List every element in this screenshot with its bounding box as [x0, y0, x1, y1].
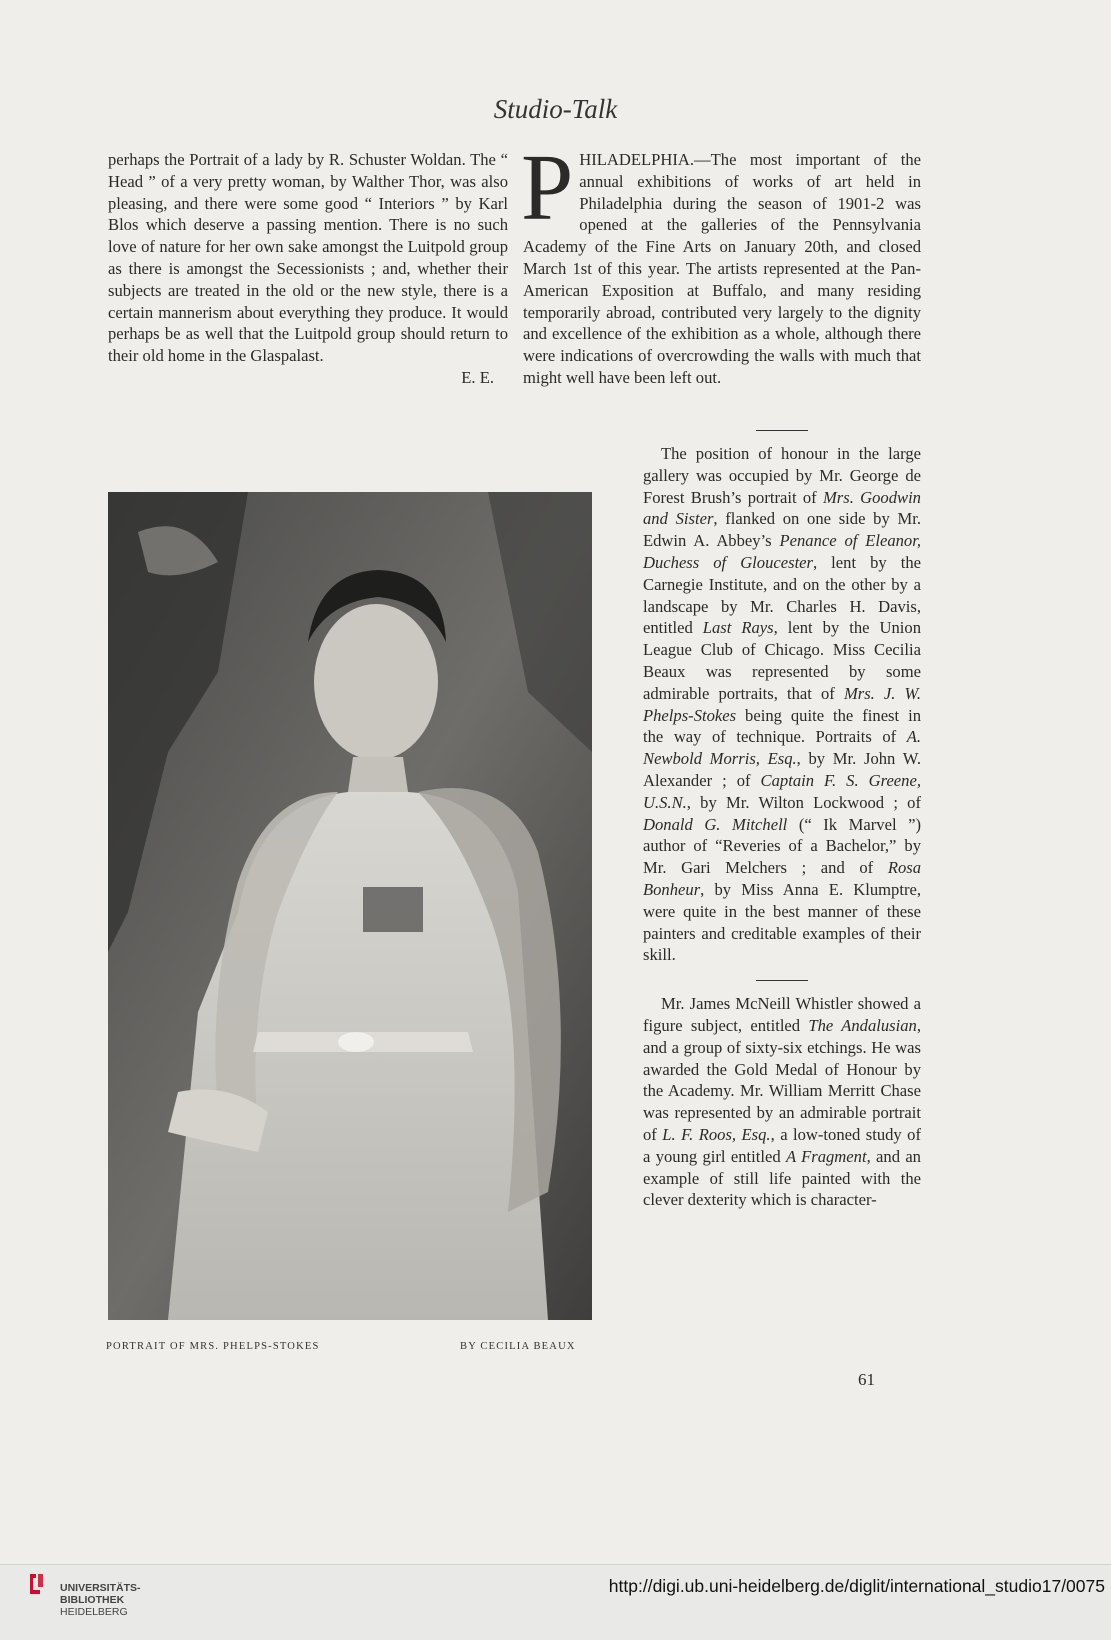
position-of-honour-paragraph: The position of honour in the large gallery was occupied by Mr. George de Forest Brush’s portrait of Mrs. Goodwin and Sister, flanked on one side by Mr. Edwin A. Abbey’s Penance of Eleanor, Duchess of Gloucester, lent by the Carnegie Institute, and on the other by a landscape by Mr. Charles H. Davis, entitled Last Rays, lent by the Union League Club of Chicago. Miss Cecilia Beaux was represented by some admirable portraits, that of Mrs. J. W. Phelps-Stokes being quite the finest in the way of technique. Portraits of A. Newbold Morris, Esq., by Mr. John W. Alexander ; of Captain F. S. Greene, U.S.N., by Mr. Wilton Lockwood ; of Donald G. Mitchell (“ Ik Marvel ”) author of “Reveries of a Bachelor,” by Mr. Gari Melchers ; and of Rosa Bonheur, by Miss Anna E. Klumptre, were quite in the best manner of these painters and creditable examples of their skill.	[643, 444, 922, 965]
running-header: Studio-Talk	[493, 94, 618, 124]
figure-caption-title: PORTRAIT OF MRS. PHELPS-STOKES	[106, 1341, 320, 1352]
figure-caption-artist: BY CECILIA BEAUX	[460, 1341, 576, 1352]
library-name: UNIVERSITÄTS- BIBLIOTHEK HEIDELBERG	[60, 1582, 141, 1618]
library-logo-icon	[27, 1572, 45, 1596]
left-column-text	[108, 149, 508, 389]
philadelphia-paragraph: HILADELPHIA.—The most important of the annual exhibitions of works of art held in Philadelphia during the season of 1901-2 was opened at the galleries of the Pennsylvania Academy of the Fine Arts on January 20th, and closed March 1st of this year. The artists represented at the Pan-American Exposition at Buffalo, and many residing temporarily abroad, contributed very largely to the dignity and excellence of the exhibition as a whole, although there were indications of overcrowding the walls with much that might well have been left out.	[523, 150, 921, 387]
right-column-narrow	[643, 436, 921, 1211]
left-paragraph: perhaps the Portrait of a lady by R. Schuster Woldan. The “ Head ” of a very pretty woman, by Walther Thor, was also pleasing, and there were some good “ Interiors ” by Karl Blos which deserve a passing mention. There is no such love of nature for her own sake amongst the Luitpold group as there is amongst the Secessionists ; and, whether their subjects are treated in the old or the new style, there is a certain mannerism about everything they produce. It would perhaps be as well that the Luitpold group should return to their old home in the Glaspalast.	[108, 150, 508, 366]
section-divider	[756, 430, 808, 431]
page-number: 61	[858, 1370, 875, 1389]
source-url-link[interactable]: http://digi.ub.uni-heidelberg.de/diglit/international_studio17/0075	[608, 1576, 1105, 1596]
portrait-illustration	[108, 492, 592, 1320]
right-column-top	[521, 136, 921, 389]
author-signature: E. E.	[461, 367, 494, 387]
drop-cap: P	[521, 136, 574, 240]
whistler-paragraph: Mr. James McNeill Whistler showed a figure subject, entitled The Andalusian, and a group of sixty-six etchings. He was awarded the Gold Medal of Honour by the Academy. Mr. William Merritt Chase was represented by an admirable portrait of L. F. Roos, Esq., a low-toned study of a young girl entitled A Fragment, and an example of still life painted with the clever dexterity which is character-	[643, 994, 921, 1210]
portrait-painting	[108, 492, 592, 1320]
section-divider	[756, 980, 808, 981]
